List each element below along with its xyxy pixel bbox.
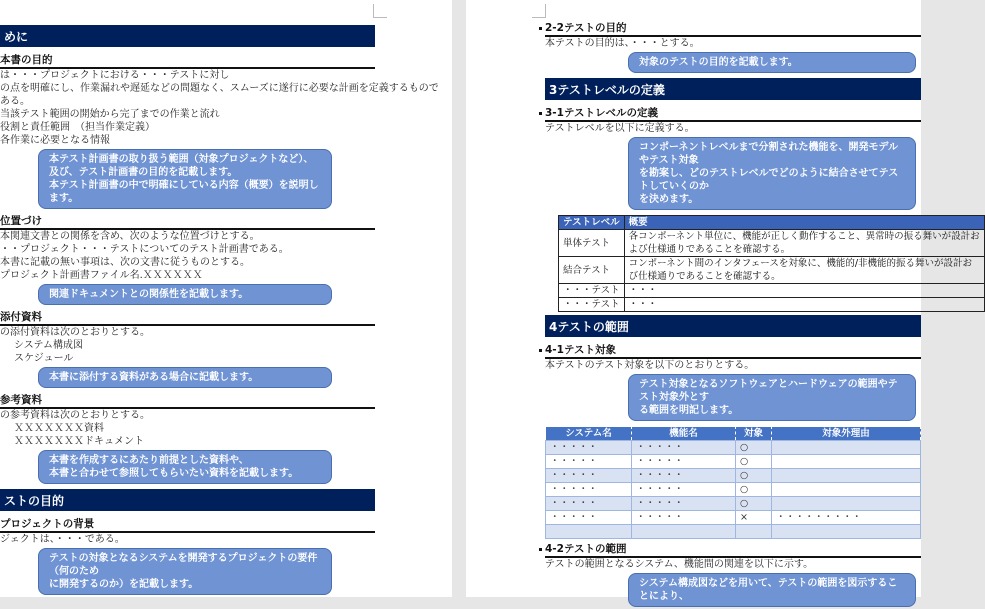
heading-project-background: プロジェクトの背景 — [0, 517, 375, 533]
comment-callout[interactable] — [38, 450, 332, 484]
heading-bullet — [539, 548, 542, 551]
table-cell — [772, 497, 921, 511]
body-text: テストの範囲となるシステム、機能間の関連を以下に示す。 — [545, 559, 814, 570]
table-cell: ・・・・・ — [632, 497, 736, 511]
comment-callout[interactable] — [628, 573, 916, 607]
callout-text: る範囲を明記します。 — [639, 405, 739, 416]
table-header: システム名 — [546, 427, 632, 441]
body-text: ・・プロジェクト・・・テストについてのテスト計画書である。 — [0, 244, 289, 255]
table-cell — [772, 455, 921, 469]
table-header: 概要 — [624, 216, 984, 230]
table-cell: ・・・・・ — [546, 441, 632, 455]
heading-text: 4-2テストの範囲 — [545, 543, 627, 555]
comment-callout[interactable] — [38, 284, 332, 305]
table-cell — [624, 230, 984, 257]
table-header: 対象外理由 — [772, 427, 921, 441]
table-cell: 結合テスト — [559, 257, 625, 284]
heading-text: 4-1テスト対象 — [545, 344, 617, 356]
table-cell: ・・・ — [624, 284, 984, 298]
page-corner-mark — [373, 4, 387, 18]
callout-text: テストの対象となるシステムを開発するプロジェクトの要件（何のため — [49, 553, 318, 577]
body-text: 各作業に必要となる情報 — [0, 135, 110, 146]
table-cell: × — [736, 511, 772, 525]
table-cell: ・・・・・ — [632, 441, 736, 455]
table-row — [546, 455, 921, 469]
heading-attachments: 添付資料 — [0, 310, 375, 326]
table-cell: ・・・テスト — [559, 284, 625, 298]
table-cell: ・・・テスト — [559, 298, 625, 312]
table-cell — [736, 525, 772, 539]
table-cell — [772, 469, 921, 483]
document-page-right — [466, 0, 980, 602]
section-heading-intro: めに — [0, 25, 375, 47]
table-cell: ・・・・・ — [546, 497, 632, 511]
table-cell: ○ — [736, 497, 772, 511]
body-text: は・・・プロジェクトにおける・・・テストに対し — [0, 70, 230, 81]
table-cell: ○ — [736, 441, 772, 455]
body-text: プロジェクト計画書ファイル名.ＸＸＸＸＸＸ — [0, 270, 203, 281]
cell-line: よび仕様通りであることを確認する。 — [628, 244, 791, 255]
table-row — [546, 469, 921, 483]
table-cell — [546, 525, 632, 539]
callout-text: 対象のテストの目的を記載します。 — [639, 57, 798, 68]
body-text: 本テストの目的は、・・・とする。 — [545, 38, 700, 49]
heading-3-1 — [545, 106, 921, 122]
heading-positioning: 位置づけ — [0, 214, 375, 230]
table-row — [559, 284, 985, 298]
comment-callout[interactable] — [38, 149, 332, 209]
table-row — [546, 525, 921, 539]
table-cell: ・・・・・ — [632, 455, 736, 469]
table-cell — [772, 525, 921, 539]
table-row — [546, 511, 921, 525]
callout-text: に開発するのか）を記載します。 — [49, 579, 199, 590]
left-page-content — [0, 22, 444, 597]
table-row — [559, 257, 985, 284]
table-row — [559, 230, 985, 257]
heading-4-2 — [545, 542, 921, 558]
comment-callout[interactable] — [628, 374, 916, 421]
heading-references: 参考資料 — [0, 393, 375, 409]
page-corner-mark — [532, 4, 546, 18]
heading-bullet — [539, 349, 542, 352]
body-text: の添付資料は次のとおりとする。 — [0, 327, 150, 338]
test-target-table — [545, 426, 921, 539]
section-heading-3: 3テストレベルの定義 — [545, 78, 921, 100]
body-text: 本書に記載の無い事項は、次の文書に従うものとする。 — [0, 257, 250, 268]
body-text: ジェクトは、・・・である。 — [0, 534, 125, 545]
callout-text: コンポーネントレベルまで分割された機能を、開発モデルやテスト対象 — [639, 142, 898, 166]
table-header: 対象 — [736, 427, 772, 441]
table-cell: ・・・・・ — [546, 511, 632, 525]
table-cell: ・・・・・ — [632, 511, 736, 525]
comment-callout[interactable] — [628, 137, 916, 210]
table-cell: ・・・・・ — [546, 455, 632, 469]
table-row — [546, 483, 921, 497]
table-header: テストレベル — [559, 216, 625, 230]
body-text: テストレベルを以下に定義する。 — [545, 123, 695, 134]
body-text: の参考資料は次のとおりとする。 — [0, 410, 150, 421]
cell-line: 各コンポーネント単位に、機能が正しく動作すること、異常時の振る舞いが設計お — [628, 231, 980, 242]
table-cell — [772, 441, 921, 455]
comment-callout[interactable] — [628, 52, 916, 73]
callout-text: システム構成図などを用いて、テストの範囲を図示することにより、 — [639, 578, 898, 602]
callout-text: 本書と合わせて参照してもらいたい資料を記載します。 — [49, 468, 299, 479]
body-text: システム構成図 — [14, 340, 83, 351]
table-cell — [632, 525, 736, 539]
callout-text: テスト対象となるソフトウェアとハードウェアの範囲やテスト対象外とす — [639, 379, 898, 403]
table-cell: ・・・・・ — [546, 469, 632, 483]
table-row — [546, 441, 921, 455]
comment-callout[interactable] — [38, 548, 332, 595]
callout-text: を決めます。 — [639, 194, 699, 205]
cell-line: コンポーネント間のインタフェースを対象に、機能的/非機能的振る舞いが設計お — [628, 258, 973, 269]
callout-text: 関連ドキュメントとの関係性を記載します。 — [49, 289, 249, 300]
callout-text: 本書に添付する資料がある場合に記載します。 — [49, 372, 259, 383]
body-text: スケジュール — [14, 353, 74, 364]
table-cell: ・・・・・・・・・ — [772, 511, 921, 525]
callout-text: を勘案し、どのテストレベルでどのように結合させてテストしていくのか — [639, 168, 899, 192]
table-cell: ○ — [736, 469, 772, 483]
heading-4-1 — [545, 343, 921, 359]
test-level-table — [558, 215, 985, 312]
callout-text: 本テスト計画書の中で明確にしている内容（概要）を説明します。 — [49, 180, 319, 204]
table-cell: ・・・ — [624, 298, 984, 312]
body-text: 当該テスト範囲の開始から完了までの作業と流れ — [0, 109, 220, 120]
heading-document-purpose: 本書の目的 — [0, 53, 375, 69]
table-cell: ・・・・・ — [632, 483, 736, 497]
body-text: の点を明確にし、作業漏れや遅延などの問題なく、スムーズに遂行に必要な計画を定義するものである。 — [0, 83, 439, 107]
heading-bullet — [539, 27, 542, 30]
section-heading-test-purpose: ストの目的 — [0, 489, 375, 511]
document-page-left — [0, 0, 452, 597]
callout-text: 本書を作成するにあたり前提とした資料や、 — [49, 455, 249, 466]
body-text: ＸＸＸＸＸＸＸドキュメント — [14, 436, 144, 447]
cell-line: び仕様通りであることを確認する。 — [628, 271, 781, 282]
table-cell: ○ — [736, 455, 772, 469]
body-text: 役割と責任範囲 （担当作業定義） — [0, 122, 155, 133]
callout-text: 本テスト計画書の取り扱う範囲（対象プロジェクトなど）、 — [49, 154, 314, 165]
table-cell: ・・・・・ — [632, 469, 736, 483]
section-heading-4: 4テストの範囲 — [545, 315, 921, 337]
body-text: ＸＸＸＸＸＸＸ資料 — [14, 423, 104, 434]
table-cell: ○ — [736, 483, 772, 497]
table-row — [546, 497, 921, 511]
body-text: 本関連文書との関係を含め、次のような位置づけとする。 — [0, 231, 260, 242]
heading-bullet — [539, 112, 542, 115]
heading-2-2 — [545, 21, 921, 37]
callout-text: 及び、テスト計画書の目的を記載します。 — [49, 167, 238, 178]
table-cell — [772, 483, 921, 497]
heading-text: 2-2テストの目的 — [545, 22, 627, 34]
body-text: 本テストのテスト対象を以下のとおりとする。 — [545, 360, 755, 371]
table-cell: 単体テスト — [559, 230, 625, 257]
table-cell — [624, 257, 984, 284]
table-cell: ・・・・・ — [546, 483, 632, 497]
table-header: 機能名 — [632, 427, 736, 441]
heading-text: 3-1テストレベルの定義 — [545, 107, 659, 119]
comment-callout[interactable] — [38, 367, 332, 388]
right-page-content — [540, 18, 980, 609]
table-row — [559, 298, 985, 312]
